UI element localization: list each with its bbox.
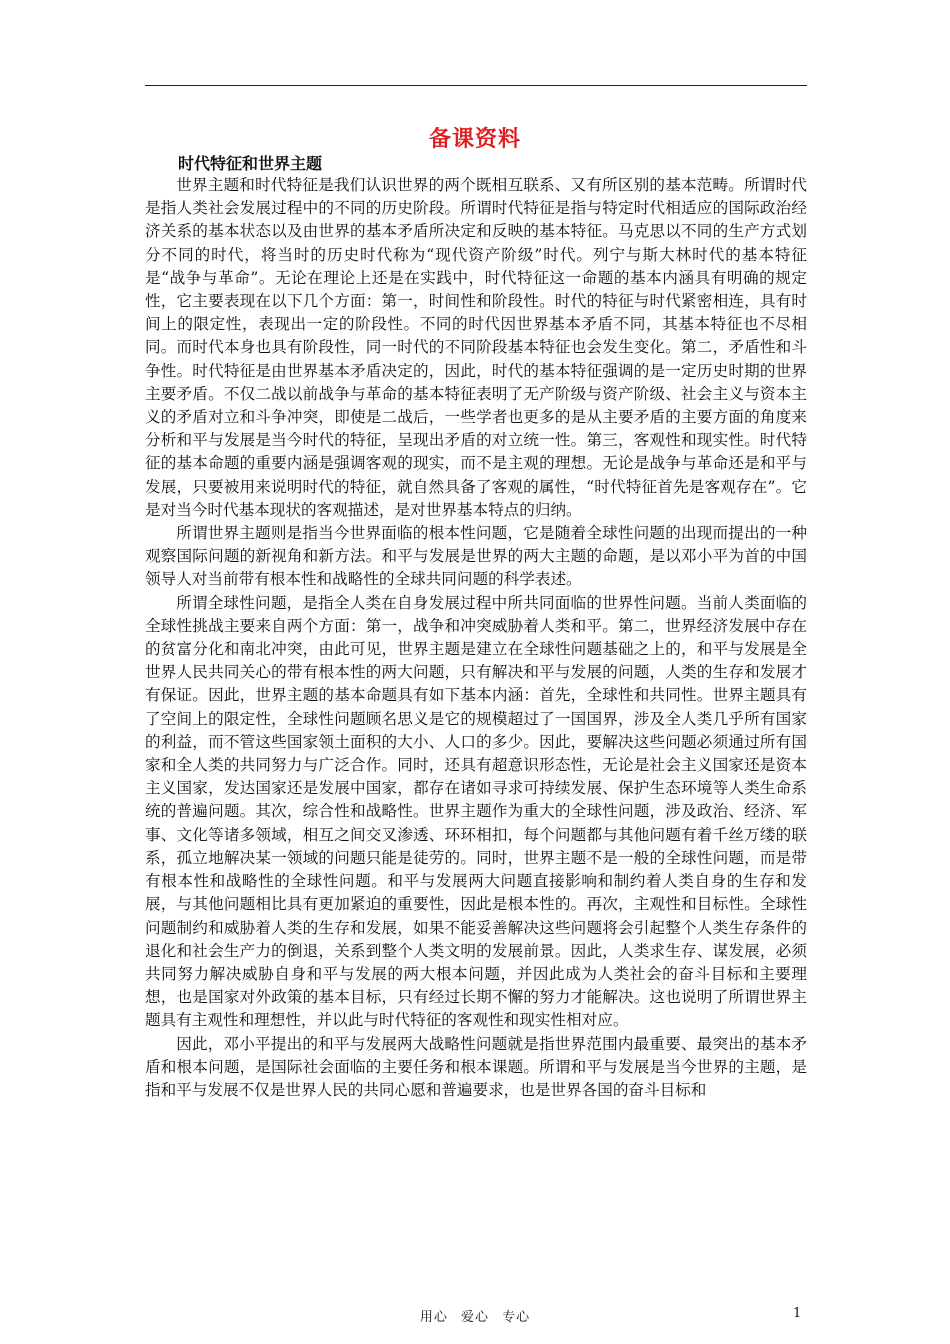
document-body: [145, 174, 807, 1102]
paragraph: 所谓全球性问题，是指全人类在自身发展过程中所共同面临的世界性问题。当前人类面临的全球性挑战主要来自两个方面：第一，战争和冲突威胁着人类和平。第二，世界经济发展中存在的贫富分化和南北冲突，由此可见，世界主题是建立在全球性问题基础之上的，和平与发展是全世界人民共同关心的带有根本性的两大问题，只有解决和平与发展的问题，人类的生存和发展才有保证。因此，世界主题的基本命题具有如下基本内涵：首先，全球性和共同性。世界主题具有了空间上的限定性，全球性问题顾名思义是它的规模超过了一国国界，涉及全人类几乎所有国家的利益，而不管这些国家领土面积的大小、人口的多少。因此，要解决这些问题必须通过所有国家和全人类的共同努力与广泛合作。同时，还具有超意识形态性，无论是社会主义国家还是资本主义国家，发达国家还是发展中国家，都存在诸如寻求可持续发展、保护生态环境等人类生命系统的普遍问题。其次，综合性和战略性。世界主题作为重大的全球性问题，涉及政治、经济、军事、文化等诸多领域，相互之间交叉渗透、环环相扣，每个问题都与其他问题有着千丝万缕的联系，孤立地解决某一领域的问题只能是徒劳的。同时，世界主题不是一般的全球性问题，而是带有根本性和战略性的全球性问题。和平与发展两大问题直接影响和制约着人类自身的生存和发展，与其他问题相比具有更加紧迫的重要性，因此是根本性的。再次，主观性和目标性。全球性问题制约和威胁着人类的生存和发展，如果不能妥善解决这些问题将会引起整个人类生存条件的退化和社会生产力的倒退，关系到整个人类文明的发展前景。因此，人类求生存、谋发展，必须共同努力解决威胁自身和平与发展的两大根本问题，并因此成为人类社会的奋斗目标和主要理想，也是国家对外政策的基本目标，只有经过长期不懈的努力才能解决。这也说明了所谓世界主题具有主观性和理想性，并以此与时代特征的客观性和现实性相对应。: [145, 593, 807, 1030]
footer-text: 用心 爱心 专心: [419, 1310, 531, 1325]
paragraph: 因此，邓小平提出的和平与发展两大战略性问题就是指世界范围内最重要、最突出的基本矛盾和根本问题，是国际社会面临的主要任务和根本课题。所谓和平与发展是当今世界的主题，是指和平与发展不仅是世界人民的共同心愿和普遍要求，也是世界各国的奋斗目标和: [145, 1034, 807, 1099]
document-title: 备课资料: [428, 126, 521, 152]
header-rule: [145, 85, 807, 86]
paragraph: 所谓世界主题则是指当今世界面临的根本性问题，它是随着全球性问题的出现而提出的一种观察国际问题的新视角和新方法。和平与发展是世界的两大主题的命题，是以邓小平为首的中国领导人对当前带有根本性和战略性的全球共同问题的科学表述。: [145, 524, 807, 589]
page-number: 1: [793, 1306, 802, 1321]
paragraph: 世界主题和时代特征是我们认识世界的两个既相互联系、又有所区别的基本范畴。所谓时代是指人类社会发展过程中的不同的历史阶段。所谓时代特征是指与特定时代相适应的国际政治经济关系的基本状态以及由世界的基本矛盾所决定和反映的基本特征。马克思以不同的生产方式划分不同的时代，将当时的历史时代称为“现代资产阶级”时代。列宁与斯大林时代的基本特征是“战争与革命”。无论在理论上还是在实践中，时代特征这一命题的基本内涵具有明确的规定性，它主要表现在以下几个方面：第一，时间性和阶段性。时代的特征与时代紧密相连，具有时间上的限定性，表现出一定的阶段性。不同的时代因世界基本矛盾不同，其基本特征也不尽相同。而时代本身也具有阶段性，同一时代的不同阶段基本特征也会发生变化。第二，矛盾性和斗争性。时代特征是由世界基本矛盾决定的，因此，时代的基本特征强调的是一定历史时期的世界主要矛盾。不仅二战以前战争与革命的基本特征表明了无产阶级与资产阶级、社会主义与资本主义的矛盾对立和斗争冲突，即使是二战后，一些学者也更多的是从主要矛盾的主要方面的角度来分析和平与发展是当今时代的特征，呈现出矛盾的对立统一性。第三，客观性和现实性。时代特征的基本命题的重要内涵是强调客观的现实，而不是主观的理想。无论是战争与革命还是和平与发展，只要被用来说明时代的特征，就自然具备了客观的属性，“时代特征首先是客观存在”。它是对当今时代基本现状的客观描述，是对世界基本特点的归纳。: [145, 176, 807, 519]
section-heading: 时代特征和世界主题: [178, 154, 323, 173]
